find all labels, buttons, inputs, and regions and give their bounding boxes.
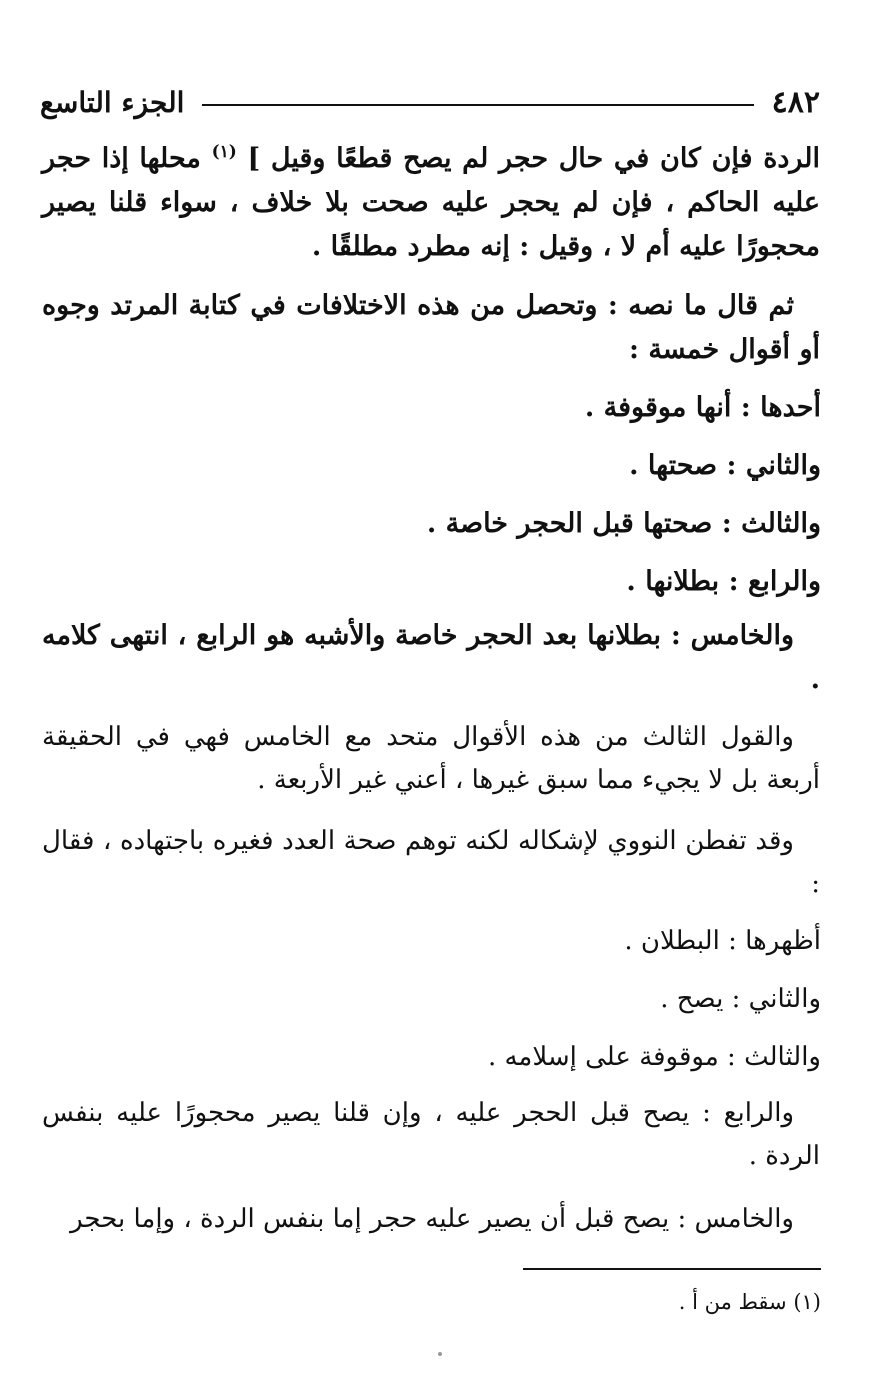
paragraph-1-text-b: محلها إذا حجر عليه الحاكم ، فإن لم يحجر عليه صحت بلا خلاف ، سواء قلنا يصير محجورًا عليه أم لا ، وقيل : إنه مطرد مطلقًا . xyxy=(42,143,820,262)
footnote: (١) سقط من أ . xyxy=(678,1290,821,1314)
paragraph-5: وقد تفطن النووي لإشكاله لكنه توهم صحة العدد فغيره باجتهاده ، فقال : xyxy=(42,826,820,899)
running-title: الجزء التاسع xyxy=(40,85,185,119)
paragraph-7: والخامس : يصح قبل أن يصير عليه حجر إما بنفس الردة ، وإما بحجر xyxy=(70,1204,794,1234)
running-head xyxy=(40,80,820,124)
paragraph-6: والرابع : يصح قبل الحجر عليه ، وإن قلنا يصير محجورًا عليه بنفس الردة . xyxy=(42,1098,820,1171)
list2-item-2: والثاني : يصح . xyxy=(660,984,821,1014)
scan-speck xyxy=(438,1352,442,1356)
footnote-rule xyxy=(523,1268,821,1270)
list2-item-1: أظهرها : البطلان . xyxy=(624,926,821,956)
page-number: ٤٨٢ xyxy=(771,84,820,120)
list2-item-3: والثالث : موقوفة على إسلامه . xyxy=(487,1042,821,1072)
footnote-reference: (١) xyxy=(211,142,237,162)
paragraph-3: والخامس : بطلانها بعد الحجر خاصة والأشبه هو الرابع ، انتهى كلامه . xyxy=(42,620,820,695)
list1-item-4: والرابع : بطلانها . xyxy=(626,566,821,597)
list1-item-2: والثاني : صحتها . xyxy=(629,450,821,481)
paragraph-2: ثم قال ما نصه : وتحصل من هذه الاختلافات في كتابة المرتد وجوه أو أقوال خمسة : xyxy=(42,290,820,365)
list1-item-3: والثالث : صحتها قبل الحجر خاصة . xyxy=(426,508,821,539)
paragraph-1-text-a: الردة فإن كان في حال حجر لم يصح قطعًا وقيل ] xyxy=(236,143,820,174)
header-rule xyxy=(202,104,753,106)
list1-item-1: أحدها : أنها موقوفة . xyxy=(584,392,821,423)
paragraph-1 xyxy=(42,130,820,269)
paragraph-4: والقول الثالث من هذه الأقوال متحد مع الخامس فهي في الحقيقة أربعة بل لا يجيء مما سبق غيرها ، أعني غير الأربعة . xyxy=(42,722,820,795)
